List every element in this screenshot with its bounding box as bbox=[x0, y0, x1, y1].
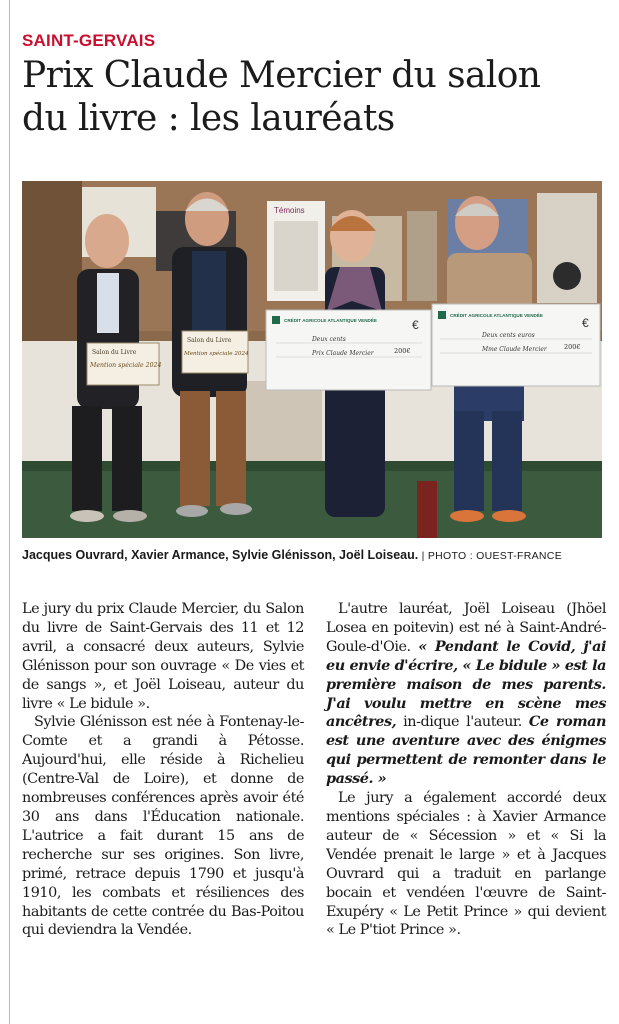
check-2-bank: CRÉDIT AGRICOLE ATLANTIQUE VENDÉE bbox=[450, 313, 543, 318]
text-line: lieu (Centre-Val de Loire), et donne bbox=[22, 752, 304, 788]
check-2-amount-words: Deux cents euros bbox=[482, 332, 535, 339]
check-1-currency: € bbox=[412, 318, 419, 332]
text-line: bats et résiliences des habitants de bbox=[22, 884, 304, 920]
poster-title: Témoins bbox=[274, 206, 305, 215]
diploma-1-title: Salon du Livre bbox=[92, 349, 137, 356]
check-2-currency: € bbox=[582, 316, 589, 330]
text-line: cette contrée du Bas-Poitou qui de bbox=[22, 903, 304, 939]
text-line: lu mettre en scène mes ancêtres, bbox=[326, 694, 606, 731]
check-1-amount: 200€ bbox=[394, 347, 411, 355]
paragraph-2 bbox=[22, 713, 304, 940]
headline-line-1: Prix Claude Mercier du salon bbox=[22, 55, 541, 96]
text-line: mettent de remonter dans le pas bbox=[326, 751, 606, 788]
text-line: 11 et 12 avril, a consacré deux au bbox=[22, 619, 305, 655]
check-1-amount-words: Deux cents bbox=[312, 336, 346, 343]
text-line: avoir été 30 ans dans l'Éducation bbox=[22, 790, 304, 825]
paragraph-3 bbox=[326, 600, 606, 789]
diploma-2-mention: Mention spéciale 2024 bbox=[184, 351, 249, 357]
text-line: in- bbox=[396, 714, 421, 731]
text-line: Ce roman est une bbox=[326, 713, 606, 750]
text-line: puis 1790 et jusqu'à 1910, les com bbox=[22, 865, 304, 901]
text-line: « Pendant le Covid, j'ai eu envie bbox=[326, 637, 607, 674]
text-line: parlange bocain et vendéen bbox=[326, 865, 606, 901]
text-line: teurs, Sylvie Glénisson pour son ou bbox=[22, 638, 304, 674]
column-rule bbox=[9, 0, 10, 1024]
section-rubric: SAINT-GERVAIS bbox=[22, 31, 156, 50]
text-line: Prince » qui devient « Le P'tiot Prin bbox=[326, 903, 606, 939]
check-1-bank: CRÉDIT AGRICOLE ATLANTIQUE VENDÉE bbox=[284, 318, 377, 323]
diploma-2-title: Salon du Livre bbox=[187, 337, 232, 344]
text-line: Loiseau, auteur du livre « Le bidu bbox=[22, 676, 304, 712]
text-line: nationale. L'autrice a fait durant bbox=[22, 808, 304, 844]
text-line: né à Saint-André-Goule-d'Oie. bbox=[326, 619, 606, 655]
text-line: 15 ans de recherche sur ses origi bbox=[22, 827, 305, 863]
diploma-1-mention: Mention spéciale 2024 bbox=[90, 362, 162, 369]
diploma-1 bbox=[87, 343, 161, 385]
text-line: re maison de mes parents. J'ai vou bbox=[326, 675, 606, 712]
text-line: mentions spéciales : à Xavier Ar bbox=[326, 808, 561, 825]
text-line: ce ». bbox=[428, 922, 461, 939]
article-photo bbox=[22, 181, 602, 538]
text-line: « Si la Vendée prenait le large » et à bbox=[326, 827, 607, 863]
paragraph-4 bbox=[326, 789, 606, 940]
caption-credit: | PHOTO : OUEST-FRANCE bbox=[421, 550, 562, 562]
text-line: viendra la Vendée. bbox=[64, 922, 192, 939]
check-2-amount: 200€ bbox=[564, 343, 581, 351]
text-line: mance auteur de « Sécession » et bbox=[326, 808, 606, 844]
text-line: aventure avec des énigmes qui per bbox=[326, 732, 606, 769]
text-line: dique l'auteur. bbox=[420, 714, 522, 731]
text-line: Le jury du prix Claude Mercier, du bbox=[22, 601, 261, 617]
text-line: de nombreuses conférences après bbox=[22, 771, 304, 807]
text-line: Sylvie Glénisson est née à Fonte bbox=[34, 714, 259, 731]
text-line: d'écrire, « Le bidule » est la premiè bbox=[326, 656, 606, 693]
diploma-2 bbox=[182, 331, 249, 373]
text-line: L'autre lauréat, Joël Loi bbox=[338, 601, 523, 617]
text-line: Salon du livre de Saint-Gervais des bbox=[22, 601, 304, 636]
text-line: vrage « De vies et de sangs », et Joël bbox=[22, 657, 305, 693]
caption-names: Jacques Ouvrard, Xavier Armance, Sylvie Glénisson, Joël Loiseau. bbox=[22, 548, 419, 562]
text-line: Jacques Ouvrard qui a traduit en bbox=[326, 846, 607, 882]
text-line: Le jury a également accordé deux bbox=[338, 790, 606, 807]
article-column-left bbox=[22, 600, 304, 940]
paragraph-1 bbox=[22, 600, 304, 713]
article-column-right bbox=[326, 600, 606, 940]
text-line: Aujourd'hui, elle réside à Riche bbox=[22, 752, 279, 769]
headline-line-2: du livre : les lauréats bbox=[22, 98, 395, 139]
text-line: le ». bbox=[120, 695, 150, 712]
text-line: seau (Jhöel Losea en poitevin) est bbox=[326, 601, 606, 636]
photo-caption bbox=[22, 545, 602, 566]
headline bbox=[22, 54, 612, 140]
text-line: nes. Son livre, primé, retrace de bbox=[22, 846, 304, 882]
check-2-payee: Mme Claude Mercier bbox=[482, 346, 547, 353]
check-1-payee: Prix Claude Mercier bbox=[312, 350, 374, 357]
text-line: sé. » bbox=[352, 770, 387, 788]
text-line: nay-le-Comte et a grandi à Pétosse. bbox=[22, 714, 304, 750]
text-line: l'œuvre de Saint-Exupéry « Le Petit bbox=[326, 884, 606, 920]
check-1 bbox=[266, 310, 431, 390]
check-2 bbox=[432, 304, 600, 386]
